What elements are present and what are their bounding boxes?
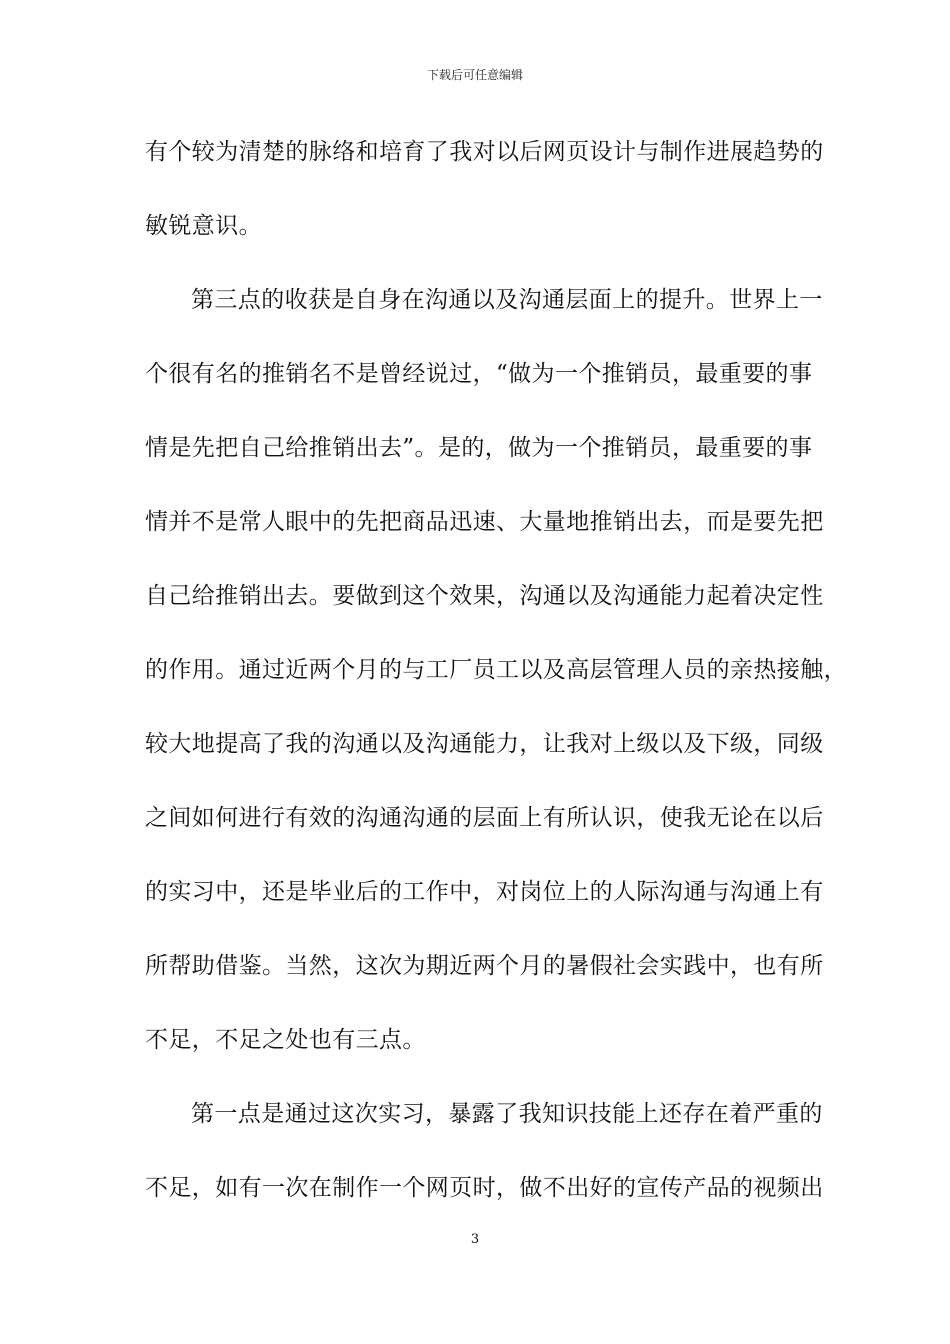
text-line: 情并不是常人眼中的先把商品迅速、大量地推销出去，而是要先把 bbox=[145, 509, 824, 535]
text-line: 不足，不足之处也有三点。 bbox=[145, 1027, 426, 1053]
text-line: 自己给推销出去。要做到这个效果，沟通以及沟通能力起着决定性 bbox=[145, 583, 824, 609]
text-line: 的作用。通过近两个月的与工厂员工以及高层管理人员的亲热接触， bbox=[145, 657, 847, 683]
text-line: 的实习中，还是毕业后的工作中，对岗位上的人际沟通与沟通上有 bbox=[145, 879, 824, 905]
page-header: 下载后可任意编辑 bbox=[426, 68, 523, 82]
text-line: 所帮助借鉴。当然，这次为期近两个月的暑假社会实践中，也有所 bbox=[145, 953, 824, 979]
page-number: 3 bbox=[470, 1232, 480, 1247]
text-line: 第三点的收获是自身在沟通以及沟通层面上的提升。世界上一 bbox=[191, 287, 823, 313]
text-line: 不足，如有一次在制作一个网页时，做不出好的宣传产品的视频出 bbox=[145, 1175, 824, 1201]
text-line: 第一点是通过这次实习，暴露了我知识技能上还存在着严重的 bbox=[191, 1101, 823, 1127]
text-line: 敏锐意识。 bbox=[145, 213, 262, 239]
text-line: 有个较为清楚的脉络和培育了我对以后网页设计与制作进展趋势的 bbox=[145, 139, 824, 165]
text-line: 之间如何进行有效的沟通沟通的层面上有所认识，使我无论在以后 bbox=[145, 805, 824, 831]
text-line: 较大地提高了我的沟通以及沟通能力，让我对上级以及下级，同级 bbox=[145, 731, 824, 757]
text-line: 个很有名的推销名不是曾经说过，“做为一个推销员，最重要的事 bbox=[145, 361, 813, 387]
text-line: 情是先把自己给推销出去”。是的，做为一个推销员，最重要的事 bbox=[145, 435, 813, 461]
